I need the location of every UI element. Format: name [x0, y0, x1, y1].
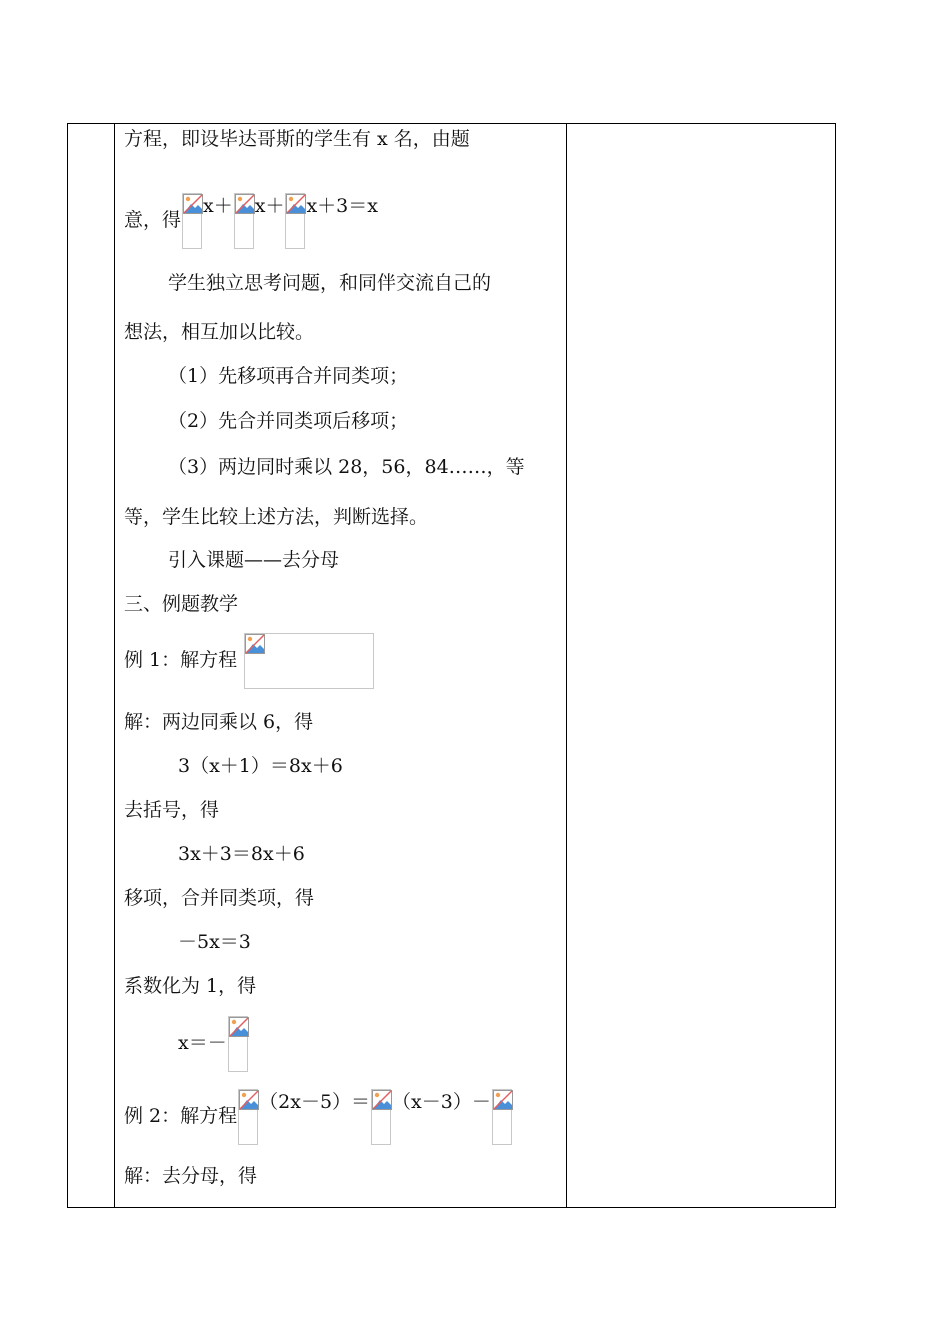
text-line: 方程，即设毕达哥斯的学生有 x 名，由题 — [124, 128, 470, 150]
fraction-image — [492, 1089, 512, 1145]
broken-image-icon — [229, 1017, 249, 1037]
text-line: 想法，相互加以比较。 — [124, 321, 315, 343]
text-line: （2）先合并同类项后移项； — [168, 410, 409, 432]
text-line: （1）先移项再合并同类项； — [168, 365, 409, 387]
section-heading: 三、例题教学 — [124, 593, 239, 615]
text-line: 去括号，得 — [124, 799, 220, 821]
equation-line: 3（x＋1）＝8x＋6 — [178, 755, 343, 777]
broken-image-icon — [239, 1090, 259, 1110]
fraction-image — [182, 193, 202, 249]
text-line: 学生独立思考问题，和同伴交流自己的 — [168, 272, 492, 294]
example-1-line: 例 1：解方程 — [124, 633, 375, 689]
broken-image-icon — [235, 194, 255, 214]
fraction-image — [228, 1016, 248, 1072]
text-line: 系数化为 1，得 — [124, 975, 257, 997]
text-line: 解：去分母，得 — [124, 1165, 258, 1187]
fraction-image — [285, 193, 305, 249]
equation-line: －5x＝3 — [178, 931, 251, 953]
fraction-image — [371, 1089, 391, 1145]
equation-line: 意，得 x＋ x＋ x＋3＝x — [124, 193, 378, 249]
broken-image-icon — [286, 194, 306, 214]
broken-image-icon — [372, 1090, 392, 1110]
broken-image-icon — [245, 634, 265, 654]
fraction-image — [234, 193, 254, 249]
broken-image-icon — [183, 194, 203, 214]
text-line: 引入课题——去分母 — [168, 549, 340, 571]
equation-line: x＝－ — [124, 1016, 249, 1072]
text-line: （3）两边同时乘以 28，56，84……，等 — [168, 456, 525, 478]
text-line: 等，学生比较上述方法，判断选择。 — [124, 506, 429, 528]
column-divider-1 — [114, 124, 115, 1207]
column-divider-2 — [566, 124, 567, 1207]
broken-image-icon — [493, 1090, 513, 1110]
fraction-image — [238, 1089, 258, 1145]
equation-image — [244, 633, 374, 689]
equation-line: 3x＋3＝8x＋6 — [178, 843, 305, 865]
text-line: 解：两边同乘以 6，得 — [124, 711, 314, 733]
text-line: 移项，合并同类项，得 — [124, 887, 315, 909]
example-2-line: 例 2：解方程 （2x－5）＝ （x－3）－ — [124, 1089, 513, 1145]
